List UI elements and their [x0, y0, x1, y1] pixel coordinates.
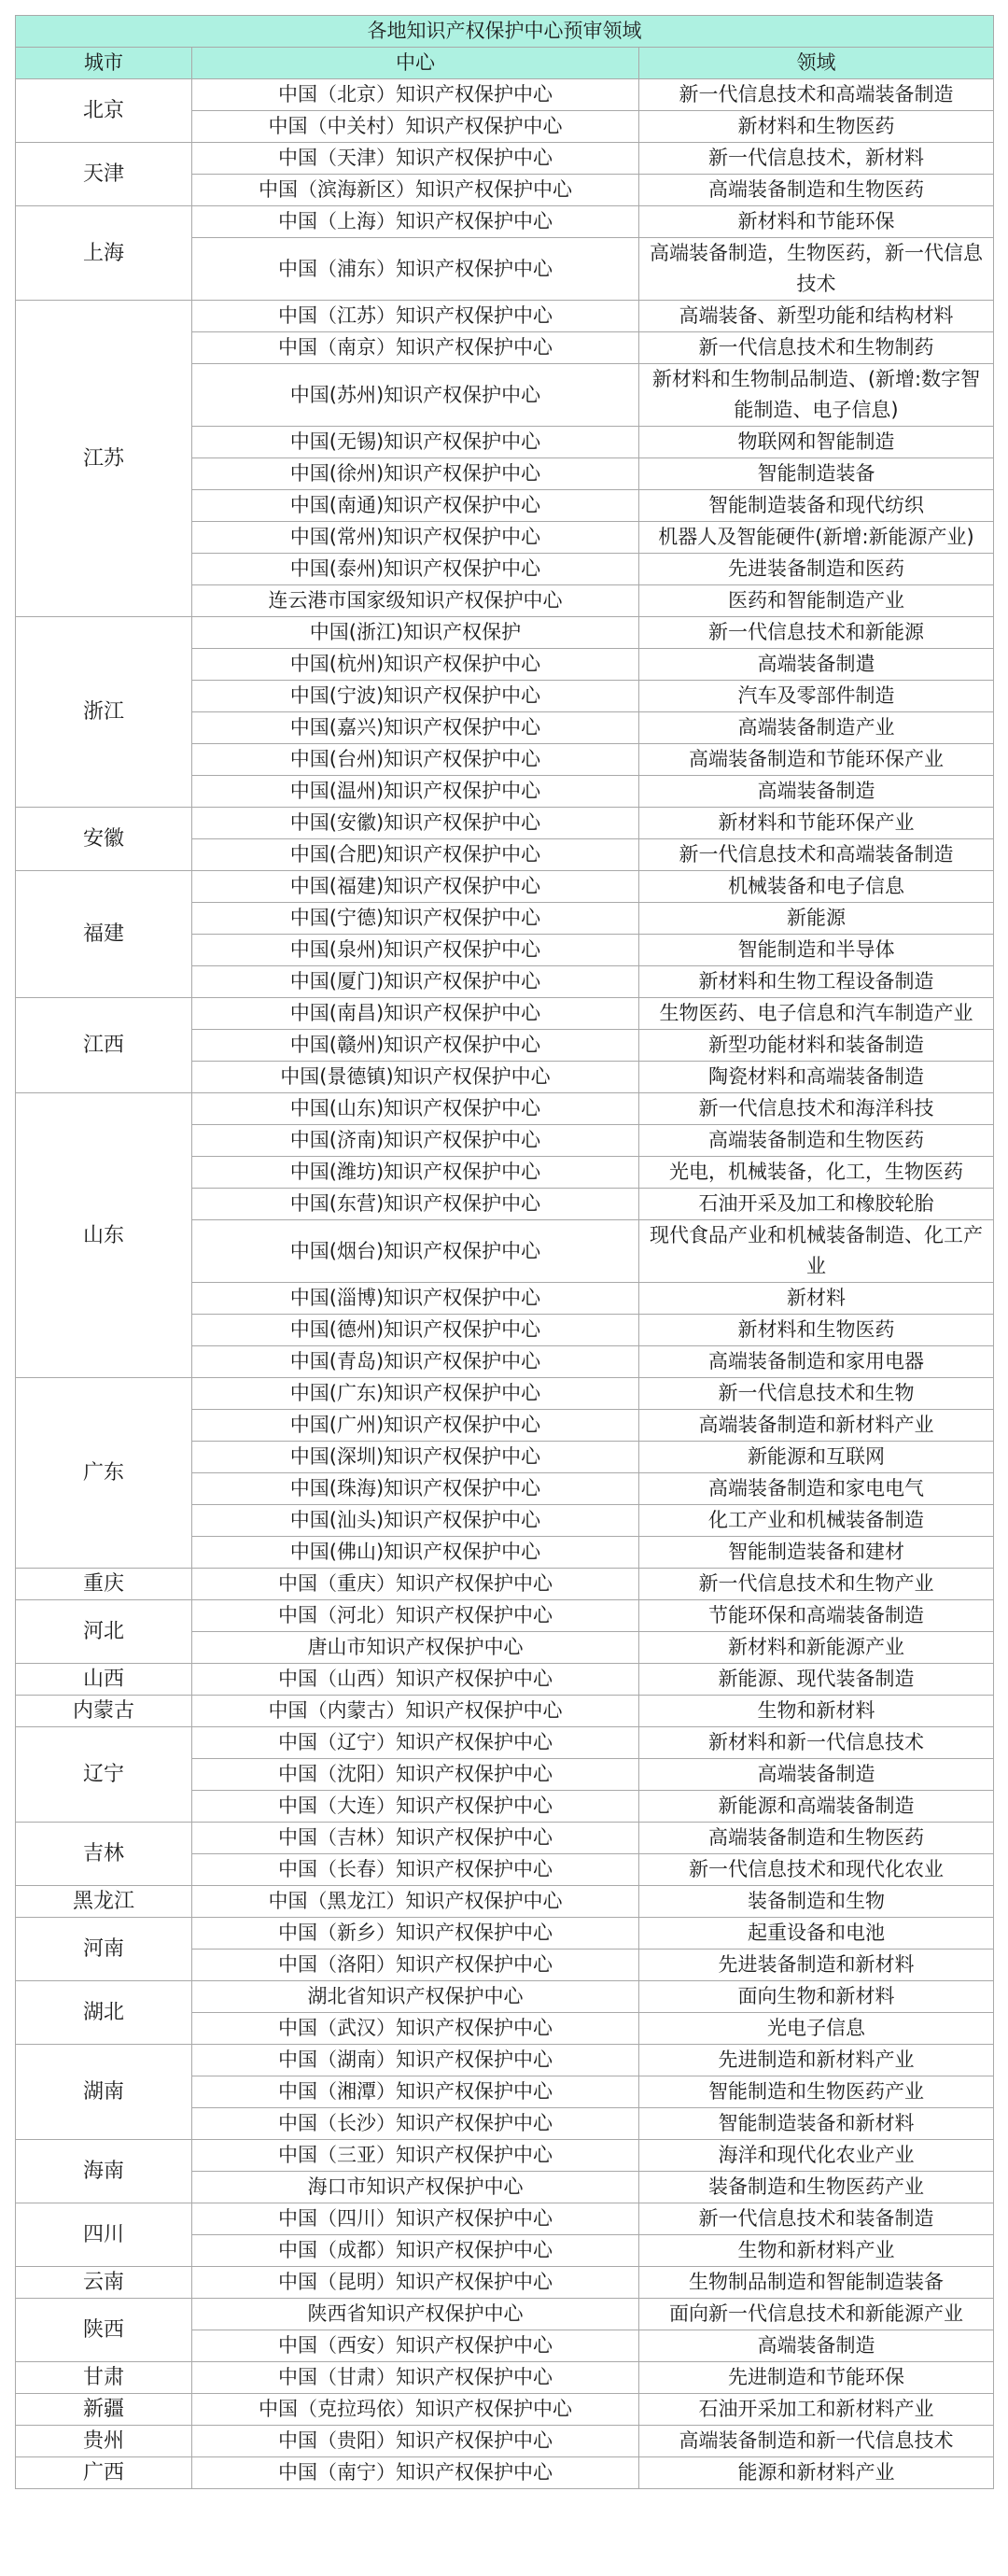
center-cell: 中国(汕头)知识产权保护中心 — [192, 1505, 639, 1537]
city-cell: 新疆 — [16, 2394, 192, 2426]
header-center: 中心 — [192, 48, 639, 79]
center-cell: 中国(德州)知识产权保护中心 — [192, 1315, 639, 1346]
city-cell: 黑龙江 — [16, 1886, 192, 1918]
field-cell: 智能制造装备和现代纺织 — [639, 490, 994, 522]
center-cell: 中国(东营)知识产权保护中心 — [192, 1189, 639, 1220]
center-cell: 中国(宁波)知识产权保护中心 — [192, 681, 639, 712]
center-cell: 中国（甘肃）知识产权保护中心 — [192, 2362, 639, 2394]
center-cell: 中国(泉州)知识产权保护中心 — [192, 935, 639, 966]
center-cell: 中国（江苏）知识产权保护中心 — [192, 301, 639, 332]
center-cell: 中国（黑龙江）知识产权保护中心 — [192, 1886, 639, 1918]
field-cell: 机器人及智能硬件(新增:新能源产业) — [639, 522, 994, 554]
table-row — [16, 1727, 994, 1759]
center-cell: 中国（辽宁）知识产权保护中心 — [192, 1727, 639, 1759]
field-cell: 高端装备制造和新一代信息技术 — [639, 2426, 994, 2457]
field-cell: 新材料 — [639, 1283, 994, 1315]
city-cell: 山西 — [16, 1664, 192, 1696]
table-row — [16, 998, 994, 1030]
city-cell: 广东 — [16, 1378, 192, 1569]
city-cell: 重庆 — [16, 1569, 192, 1600]
center-cell: 湖北省知识产权保护中心 — [192, 1981, 639, 2013]
center-cell: 中国（滨海新区）知识产权保护中心 — [192, 175, 639, 206]
table-row — [16, 2362, 994, 2394]
field-cell: 装备制造和生物医药产业 — [639, 2172, 994, 2203]
field-cell: 高端装备制造产业 — [639, 712, 994, 744]
field-cell: 节能环保和高端装备制造 — [639, 1600, 994, 1632]
city-cell: 贵州 — [16, 2426, 192, 2457]
field-cell: 智能制造装备 — [639, 458, 994, 490]
table-header — [16, 16, 994, 79]
center-cell: 中国（新乡）知识产权保护中心 — [192, 1918, 639, 1950]
center-cell: 中国（浦东）知识产权保护中心 — [192, 238, 639, 301]
city-cell: 陕西 — [16, 2299, 192, 2362]
field-cell: 高端装备、新型功能和结构材料 — [639, 301, 994, 332]
table-row — [16, 617, 994, 649]
center-cell: 中国（沈阳）知识产权保护中心 — [192, 1759, 639, 1791]
field-cell: 海洋和现代化农业产业 — [639, 2140, 994, 2172]
city-cell: 浙江 — [16, 617, 192, 808]
table-row — [16, 2394, 994, 2426]
center-cell: 中国(厦门)知识产权保护中心 — [192, 966, 639, 998]
center-cell: 中国(赣州)知识产权保护中心 — [192, 1030, 639, 1062]
city-cell: 湖南 — [16, 2045, 192, 2140]
field-cell: 汽车及零部件制造 — [639, 681, 994, 712]
center-cell: 中国（贵阳）知识产权保护中心 — [192, 2426, 639, 2457]
field-cell: 高端装备制造和新材料产业 — [639, 1410, 994, 1442]
center-cell: 中国(杭州)知识产权保护中心 — [192, 649, 639, 681]
city-cell: 江西 — [16, 998, 192, 1093]
city-cell: 福建 — [16, 871, 192, 998]
table-row — [16, 871, 994, 903]
table-row — [16, 2203, 994, 2235]
field-cell: 生物和新材料产业 — [639, 2235, 994, 2267]
field-cell: 高端装备制造 — [639, 1759, 994, 1791]
city-cell: 天津 — [16, 143, 192, 206]
field-cell: 现代食品产业和机械装备制造、化工产业 — [639, 1220, 994, 1283]
field-cell: 能源和新材料产业 — [639, 2457, 994, 2489]
center-cell: 中国(福建)知识产权保护中心 — [192, 871, 639, 903]
center-cell: 中国（吉林）知识产权保护中心 — [192, 1823, 639, 1854]
center-cell: 中国（洛阳）知识产权保护中心 — [192, 1950, 639, 1981]
field-cell: 高端装备制遣 — [639, 649, 994, 681]
center-cell: 中国（大连）知识产权保护中心 — [192, 1791, 639, 1823]
field-cell: 光电子信息 — [639, 2013, 994, 2045]
table-row — [16, 143, 994, 175]
field-cell: 高端装备制造和生物医药 — [639, 175, 994, 206]
city-cell: 甘肃 — [16, 2362, 192, 2394]
center-cell: 中国（西安）知识产权保护中心 — [192, 2330, 639, 2362]
field-cell: 新材料和节能环保产业 — [639, 808, 994, 839]
ip-center-table — [15, 15, 994, 2489]
center-cell: 中国(佛山)知识产权保护中心 — [192, 1537, 639, 1569]
center-cell: 中国(台州)知识产权保护中心 — [192, 744, 639, 776]
table-row — [16, 1664, 994, 1696]
city-cell: 湖北 — [16, 1981, 192, 2045]
field-cell: 高端装备制造 — [639, 2330, 994, 2362]
center-cell: 中国（天津）知识产权保护中心 — [192, 143, 639, 175]
center-cell: 中国（北京）知识产权保护中心 — [192, 79, 639, 111]
center-cell: 中国（南京）知识产权保护中心 — [192, 332, 639, 364]
field-cell: 新一代信息技术，新材料 — [639, 143, 994, 175]
field-cell: 新型功能材料和装备制造 — [639, 1030, 994, 1062]
field-cell: 石油开采加工和新材料产业 — [639, 2394, 994, 2426]
field-cell: 新材料和生物制品制造、(新增:数字智能制造、电子信息) — [639, 364, 994, 427]
center-cell: 中国(南昌)知识产权保护中心 — [192, 998, 639, 1030]
field-cell: 高端装备制造和生物医药 — [639, 1125, 994, 1157]
city-cell: 安徽 — [16, 808, 192, 871]
center-cell: 中国(淄博)知识产权保护中心 — [192, 1283, 639, 1315]
field-cell: 机械装备和电子信息 — [639, 871, 994, 903]
field-cell: 石油开采及加工和橡胶轮胎 — [639, 1189, 994, 1220]
center-cell: 中国（南宁）知识产权保护中心 — [192, 2457, 639, 2489]
field-cell: 智能制造装备和新材料 — [639, 2108, 994, 2140]
city-cell: 吉林 — [16, 1823, 192, 1886]
center-cell: 中国（四川）知识产权保护中心 — [192, 2203, 639, 2235]
field-cell: 新材料和生物工程设备制造 — [639, 966, 994, 998]
table-row — [16, 1600, 994, 1632]
field-cell: 新能源 — [639, 903, 994, 935]
table-row — [16, 2426, 994, 2457]
center-cell: 中国（长春）知识产权保护中心 — [192, 1854, 639, 1886]
center-cell: 中国（武汉）知识产权保护中心 — [192, 2013, 639, 2045]
city-cell: 四川 — [16, 2203, 192, 2267]
city-cell: 上海 — [16, 206, 192, 301]
field-cell: 智能制造和半导体 — [639, 935, 994, 966]
field-cell: 物联网和智能制造 — [639, 427, 994, 458]
field-cell: 新一代信息技术和生物产业 — [639, 1569, 994, 1600]
field-cell: 新能源和高端装备制造 — [639, 1791, 994, 1823]
center-cell: 中国(景德镇)知识产权保护中心 — [192, 1062, 639, 1093]
center-cell: 中国（山西）知识产权保护中心 — [192, 1664, 639, 1696]
center-cell: 中国(徐州)知识产权保护中心 — [192, 458, 639, 490]
field-cell: 生物和新材料 — [639, 1696, 994, 1727]
table-row — [16, 2299, 994, 2330]
table-row — [16, 1886, 994, 1918]
center-cell: 中国(泰州)知识产权保护中心 — [192, 554, 639, 585]
city-cell: 海南 — [16, 2140, 192, 2203]
field-cell: 新一代信息技术和高端装备制造 — [639, 79, 994, 111]
field-cell: 医药和智能制造产业 — [639, 585, 994, 617]
center-cell: 中国（克拉玛依）知识产权保护中心 — [192, 2394, 639, 2426]
field-cell: 新一代信息技术和装备制造 — [639, 2203, 994, 2235]
center-cell: 连云港市国家级知识产权保护中心 — [192, 585, 639, 617]
field-cell: 高端装备制造和生物医药 — [639, 1823, 994, 1854]
center-cell: 海口市知识产权保护中心 — [192, 2172, 639, 2203]
center-cell: 中国（中关村）知识产权保护中心 — [192, 111, 639, 143]
header-field: 领域 — [639, 48, 994, 79]
center-cell: 中国(安徽)知识产权保护中心 — [192, 808, 639, 839]
center-cell: 中国(南通)知识产权保护中心 — [192, 490, 639, 522]
center-cell: 中国(宁德)知识产权保护中心 — [192, 903, 639, 935]
field-cell: 生物医药、电子信息和汽车制造产业 — [639, 998, 994, 1030]
field-cell: 面向新一代信息技术和新能源产业 — [639, 2299, 994, 2330]
table-row — [16, 1569, 994, 1600]
field-cell: 智能制造和生物医药产业 — [639, 2076, 994, 2108]
field-cell: 起重设备和电池 — [639, 1918, 994, 1950]
center-cell: 中国（湖南）知识产权保护中心 — [192, 2045, 639, 2076]
field-cell: 新一代信息技术和生物制药 — [639, 332, 994, 364]
table-container — [15, 15, 993, 2489]
center-cell: 唐山市知识产权保护中心 — [192, 1632, 639, 1664]
table-body — [16, 79, 994, 2489]
city-cell: 山东 — [16, 1093, 192, 1378]
center-cell: 中国(深圳)知识产权保护中心 — [192, 1442, 639, 1473]
field-cell: 新一代信息技术和现代化农业 — [639, 1854, 994, 1886]
center-cell: 中国（湘潭）知识产权保护中心 — [192, 2076, 639, 2108]
city-cell: 云南 — [16, 2267, 192, 2299]
table-row — [16, 301, 994, 332]
table-row — [16, 1093, 994, 1125]
center-cell: 中国（重庆）知识产权保护中心 — [192, 1569, 639, 1600]
table-row — [16, 1823, 994, 1854]
field-cell: 高端装备制造和节能环保产业 — [639, 744, 994, 776]
center-cell: 中国(济南)知识产权保护中心 — [192, 1125, 639, 1157]
center-cell: 中国(山东)知识产权保护中心 — [192, 1093, 639, 1125]
field-cell: 新材料和节能环保 — [639, 206, 994, 238]
field-cell: 光电，机械装备，化工，生物医药 — [639, 1157, 994, 1189]
field-cell: 新材料和生物医药 — [639, 111, 994, 143]
field-cell: 面向生物和新材料 — [639, 1981, 994, 2013]
table-row — [16, 1696, 994, 1727]
table-title: 各地知识产权保护中心预审领域 — [16, 16, 994, 48]
table-row — [16, 2457, 994, 2489]
table-row — [16, 2045, 994, 2076]
center-cell: 中国（河北）知识产权保护中心 — [192, 1600, 639, 1632]
field-cell: 化工产业和机械装备制造 — [639, 1505, 994, 1537]
header-city: 城市 — [16, 48, 192, 79]
center-cell: 中国(无锡)知识产权保护中心 — [192, 427, 639, 458]
center-cell: 中国(珠海)知识产权保护中心 — [192, 1473, 639, 1505]
city-cell: 河北 — [16, 1600, 192, 1664]
field-cell: 智能制造装备和建材 — [639, 1537, 994, 1569]
center-cell: 中国（内蒙古）知识产权保护中心 — [192, 1696, 639, 1727]
table-row — [16, 2140, 994, 2172]
field-cell: 新材料和新能源产业 — [639, 1632, 994, 1664]
table-row — [16, 206, 994, 238]
table-row — [16, 1918, 994, 1950]
field-cell: 生物制品制造和智能制造装备 — [639, 2267, 994, 2299]
center-cell: 中国(浙江)知识产权保护 — [192, 617, 639, 649]
table-row — [16, 2267, 994, 2299]
table-row — [16, 808, 994, 839]
city-cell: 广西 — [16, 2457, 192, 2489]
field-cell: 新能源和互联网 — [639, 1442, 994, 1473]
field-cell: 新一代信息技术和高端装备制造 — [639, 839, 994, 871]
center-cell: 陕西省知识产权保护中心 — [192, 2299, 639, 2330]
field-cell: 装备制造和生物 — [639, 1886, 994, 1918]
field-cell: 先进制造和节能环保 — [639, 2362, 994, 2394]
center-cell: 中国(广东)知识产权保护中心 — [192, 1378, 639, 1410]
center-cell: 中国(烟台)知识产权保护中心 — [192, 1220, 639, 1283]
center-cell: 中国（长沙）知识产权保护中心 — [192, 2108, 639, 2140]
field-cell: 陶瓷材料和高端装备制造 — [639, 1062, 994, 1093]
center-cell: 中国(合肥)知识产权保护中心 — [192, 839, 639, 871]
center-cell: 中国(嘉兴)知识产权保护中心 — [192, 712, 639, 744]
center-cell: 中国(潍坊)知识产权保护中心 — [192, 1157, 639, 1189]
table-row — [16, 1378, 994, 1410]
center-cell: 中国(温州)知识产权保护中心 — [192, 776, 639, 808]
center-cell: 中国(广州)知识产权保护中心 — [192, 1410, 639, 1442]
field-cell: 新一代信息技术和新能源 — [639, 617, 994, 649]
city-cell: 河南 — [16, 1918, 192, 1981]
center-cell: 中国（成都）知识产权保护中心 — [192, 2235, 639, 2267]
center-cell: 中国(苏州)知识产权保护中心 — [192, 364, 639, 427]
table-row — [16, 1981, 994, 2013]
city-cell: 北京 — [16, 79, 192, 143]
center-cell: 中国(常州)知识产权保护中心 — [192, 522, 639, 554]
field-cell: 先进装备制造和医药 — [639, 554, 994, 585]
field-cell: 新材料和生物医药 — [639, 1315, 994, 1346]
city-cell: 江苏 — [16, 301, 192, 617]
field-cell: 新材料和新一代信息技术 — [639, 1727, 994, 1759]
field-cell: 先进制造和新材料产业 — [639, 2045, 994, 2076]
field-cell: 新一代信息技术和生物 — [639, 1378, 994, 1410]
field-cell: 新能源、现代装备制造 — [639, 1664, 994, 1696]
center-cell: 中国（三亚）知识产权保护中心 — [192, 2140, 639, 2172]
center-cell: 中国（上海）知识产权保护中心 — [192, 206, 639, 238]
center-cell: 中国（昆明）知识产权保护中心 — [192, 2267, 639, 2299]
field-cell: 高端装备制造和家用电器 — [639, 1346, 994, 1378]
field-cell: 高端装备制造，生物医药，新一代信息技术 — [639, 238, 994, 301]
field-cell: 新一代信息技术和海洋科技 — [639, 1093, 994, 1125]
center-cell: 中国(青岛)知识产权保护中心 — [192, 1346, 639, 1378]
field-cell: 高端装备制造和家电电气 — [639, 1473, 994, 1505]
city-cell: 辽宁 — [16, 1727, 192, 1823]
field-cell: 高端装备制造 — [639, 776, 994, 808]
table-row — [16, 79, 994, 111]
field-cell: 先进装备制造和新材料 — [639, 1950, 994, 1981]
city-cell: 内蒙古 — [16, 1696, 192, 1727]
